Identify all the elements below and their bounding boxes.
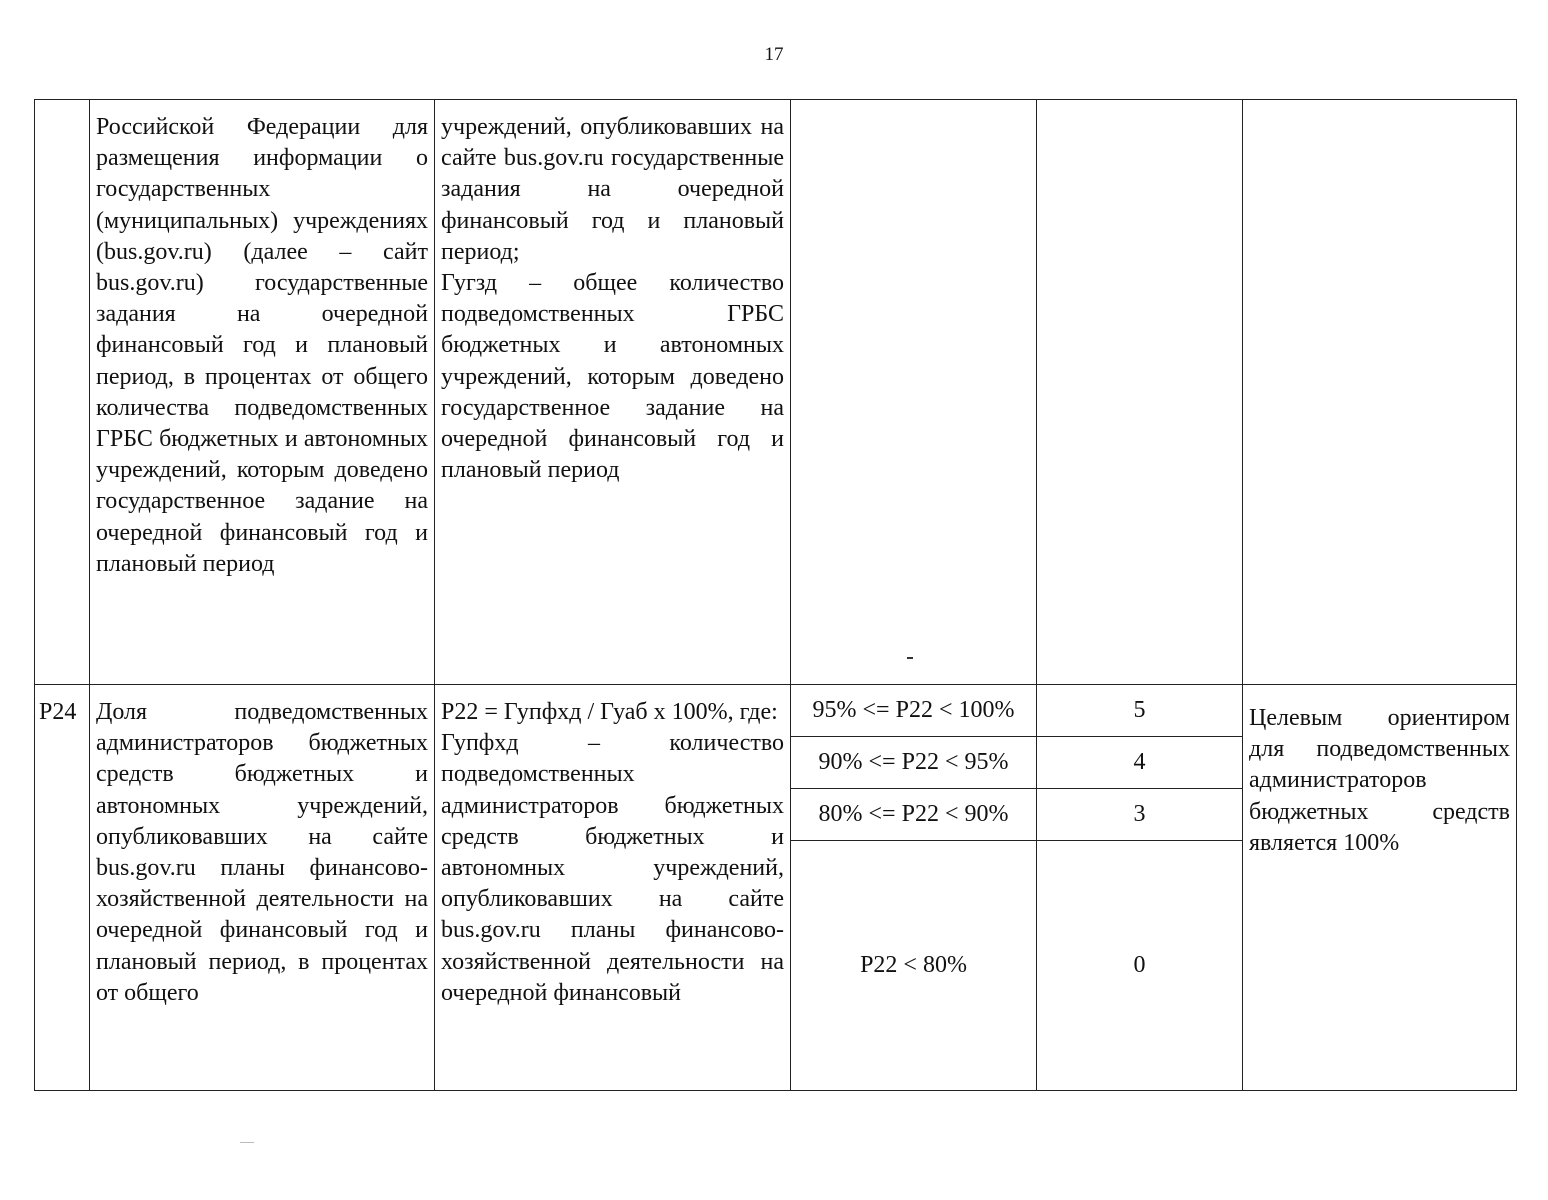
note-cell: Целевым ориентиром для подведомственных администраторов бюджетных средств является 100% [1243, 685, 1517, 1091]
formula-cell [435, 685, 791, 1091]
criteria-cell: P22 < 80% [791, 841, 1037, 1091]
criteria-cell: 80% <= P22 < 90% [791, 789, 1037, 841]
score-cell: 4 [1037, 737, 1243, 789]
score-cell [1037, 100, 1243, 685]
indicator-cell: Российской Федерации для размещения информации о государственных (муниципальных) учреждениях (bus.gov.ru) (далее – сайт bus.gov.ru) государственные задания на очередной финансовый год и плановый период, в процентах от общего количества подведомственных ГРБС бюджетных и автономных учреждений, которым доведено государственное задание на очередной финансовый год и плановый период [90, 100, 435, 685]
note-cell [1243, 100, 1517, 685]
formula-part: Гугзд – общее количество подведомственных ГРБС бюджетных и автономных учреждений, которым доведено государственное задание на очередной финансовый год и плановый период [441, 270, 784, 484]
score-cell: 5 [1037, 685, 1243, 737]
criteria-cell: 95% <= P22 < 100% [791, 685, 1037, 737]
formula-part: P22 = Гупфхд / Гуаб x 100%, где: [441, 699, 778, 725]
indicators-table [34, 99, 1517, 1091]
scan-mark [240, 1142, 254, 1143]
formula-part: учреждений, опубликовавших на сайте bus.gov.ru государственные задания на очередной финансовый год и плановый период; [441, 114, 784, 265]
formula-cell [435, 100, 791, 685]
score-cell: 3 [1037, 789, 1243, 841]
criteria-cell: 90% <= P22 < 95% [791, 737, 1037, 789]
page-number: 17 [764, 44, 784, 65]
row-code: P24 [35, 685, 90, 1091]
criteria-cell [791, 100, 1037, 685]
row-code [35, 100, 90, 685]
table-row [35, 100, 1517, 685]
dash-mark [907, 657, 913, 659]
table-row [35, 685, 1517, 737]
score-cell: 0 [1037, 841, 1243, 1091]
formula-part: Гупфхд – количество подведомственных администраторов бюджетных средств бюджетных и автономных учреждений, опубликовавших на сайте bus.gov.ru планы финансово-хозяйственной деятельности на очередной финансовый [441, 730, 784, 1006]
indicator-cell: Доля подведомственных администраторов бюджетных средств бюджетных и автономных учреждений, опубликовавших на сайте bus.gov.ru планы финансово-хозяйственной деятельности на очередной финансовый год и плановый период, в процентах от общего [90, 685, 435, 1091]
